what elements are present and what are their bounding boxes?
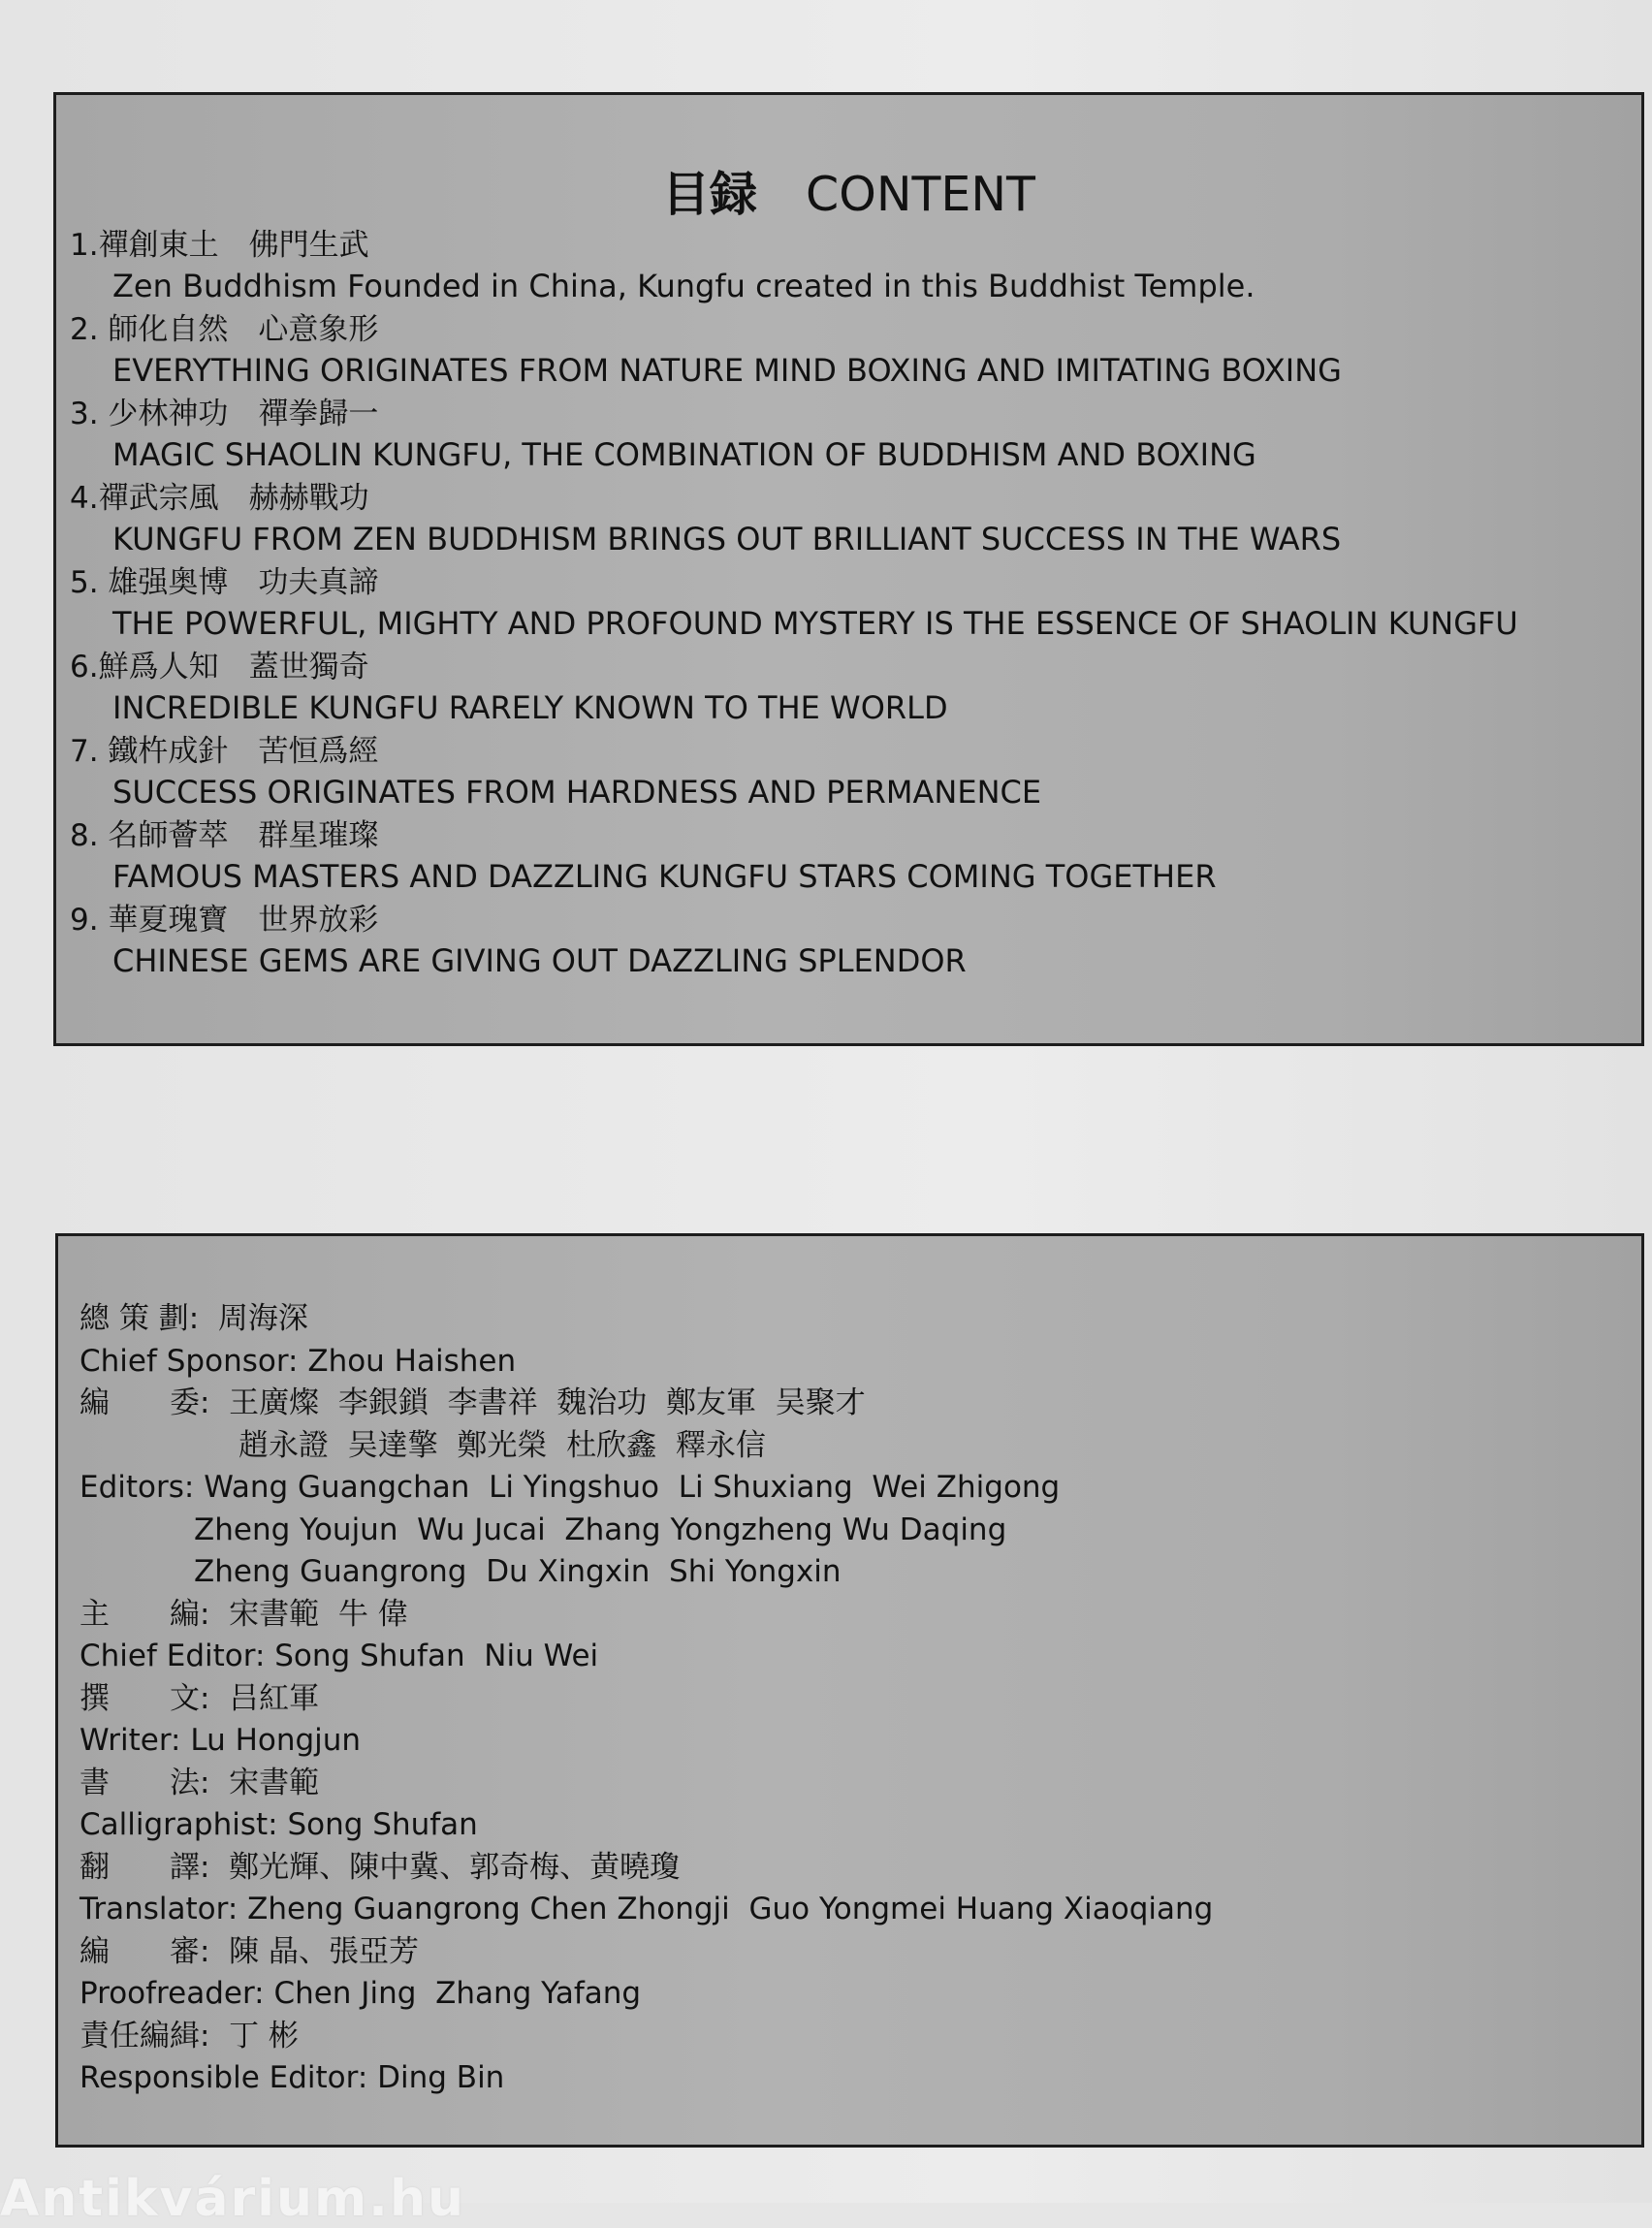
entry-english-title: CHINESE GEMS ARE GIVING OUT DAZZLING SPLENDOR (112, 942, 967, 979)
entry-english-title: FAMOUS MASTERS AND DAZZLING KUNGFU STARS COMING TOGETHER (112, 858, 1217, 895)
contents-entry (70, 649, 1622, 733)
editors-chinese-line-1: 編 委: 王廣燦 李銀鎖 李書祥 魏治功 鄭友軍 吴聚才 (79, 1385, 866, 1420)
chief-editor-chinese: 主 編: 宋書範 牛 偉 (79, 1596, 408, 1632)
entry-chinese-title: 9. 華夏瑰寶 世界放彩 (70, 903, 379, 938)
chief-sponsor-english: Chief Sponsor: Zhou Haishen (79, 1343, 517, 1379)
contents-panel (53, 92, 1644, 1046)
entry-english-title: INCREDIBLE KUNGFU RARELY KNOWN TO THE WORLD (112, 689, 948, 726)
entry-english-title: SUCCESS ORIGINATES FROM HARDNESS AND PERMANENCE (112, 774, 1042, 811)
entry-english-title: Zen Buddhism Founded in China, Kungfu created in this Buddhist Temple. (112, 268, 1255, 304)
contents-entry (70, 733, 1622, 817)
proofreader-english: Proofreader: Chen Jing Zhang Yafang (79, 1976, 642, 2011)
contents-title-english: CONTENT (806, 167, 1035, 222)
contents-entry (70, 480, 1622, 564)
credits-list (79, 1298, 1622, 2100)
entry-chinese-title: 1.禪創東土 佛門生武 (70, 228, 369, 263)
entry-chinese-title: 3. 少林神功 禪拳歸一 (70, 397, 379, 431)
editors-chinese-line-2: 趙永證 吴達擎 鄭光榮 杜欣鑫 釋永信 (238, 1427, 766, 1463)
responsible-editor-english: Responsible Editor: Ding Bin (79, 2060, 505, 2095)
contents-title-chinese: 目録 (662, 167, 758, 222)
entry-english-title: KUNGFU FROM ZEN BUDDHISM BRINGS OUT BRILLIANT SUCCESS IN THE WARS (112, 521, 1342, 557)
chief-sponsor-chinese: 總 策 劃: 周海深 (79, 1301, 308, 1336)
entry-english-title: THE POWERFUL, MIGHTY AND PROFOUND MYSTERY IS THE ESSENCE OF SHAOLIN KUNGFU (112, 605, 1518, 642)
editors-english-line-2: Zheng Youjun Wu Jucai Zhang Yongzheng Wu Daqing (194, 1512, 1007, 1547)
contents-entry (70, 902, 1622, 986)
proofreader-chinese: 編 審: 陳 晶、張亞芳 (79, 1933, 420, 1969)
calligraphist-chinese: 書 法: 宋書範 (79, 1765, 320, 1800)
contents-entry (70, 817, 1622, 902)
entry-chinese-title: 5. 雄强奥博 功夫真諦 (70, 565, 379, 600)
entry-chinese-title: 7. 鐵杵成針 苦恒爲經 (70, 734, 379, 769)
translator-english: Translator: Zheng Guangrong Chen Zhongji Guo Yongmei Huang Xiaoqiang (79, 1892, 1214, 1926)
entry-chinese-title: 4.禪武宗風 赫赫戰功 (70, 481, 369, 516)
contents-list (70, 227, 1622, 986)
responsible-editor-chinese: 責任編緝: 丁 彬 (79, 2018, 300, 2053)
contents-entry (70, 564, 1622, 649)
entry-chinese-title: 6.鮮爲人知 蓋世獨奇 (70, 650, 369, 684)
chief-editor-english: Chief Editor: Song Shufan Niu Wei (79, 1639, 599, 1673)
writer-chinese: 撰 文: 吕紅軍 (79, 1680, 320, 1716)
contents-title (56, 157, 1641, 225)
calligraphist-english: Calligraphist: Song Shufan (79, 1807, 478, 1842)
contents-entry (70, 227, 1622, 311)
translator-chinese: 翻 譯: 鄭光輝、陳中冀、郭奇梅、黄曉瓊 (79, 1849, 681, 1885)
watermark: Antikvárium.hu (0, 2170, 465, 2228)
writer-english: Writer: Lu Hongjun (79, 1723, 362, 1758)
contents-entry (70, 311, 1622, 396)
entry-english-title: MAGIC SHAOLIN KUNGFU, THE COMBINATION OF BUDDHISM AND BOXING (112, 436, 1256, 473)
editors-english-line-3: Zheng Guangrong Du Xingxin Shi Yongxin (194, 1554, 842, 1589)
entry-chinese-title: 2. 師化自然 心意象形 (70, 312, 379, 347)
credits-panel (55, 1233, 1644, 2148)
contents-entry (70, 396, 1622, 480)
editors-english-line-1: Editors: Wang Guangchan Li Yingshuo Li Shuxiang Wei Zhigong (79, 1470, 1061, 1505)
entry-english-title: EVERYTHING ORIGINATES FROM NATURE MIND BOXING AND IMITATING BOXING (112, 352, 1342, 389)
entry-chinese-title: 8. 名師薈萃 群星璀璨 (70, 818, 379, 853)
